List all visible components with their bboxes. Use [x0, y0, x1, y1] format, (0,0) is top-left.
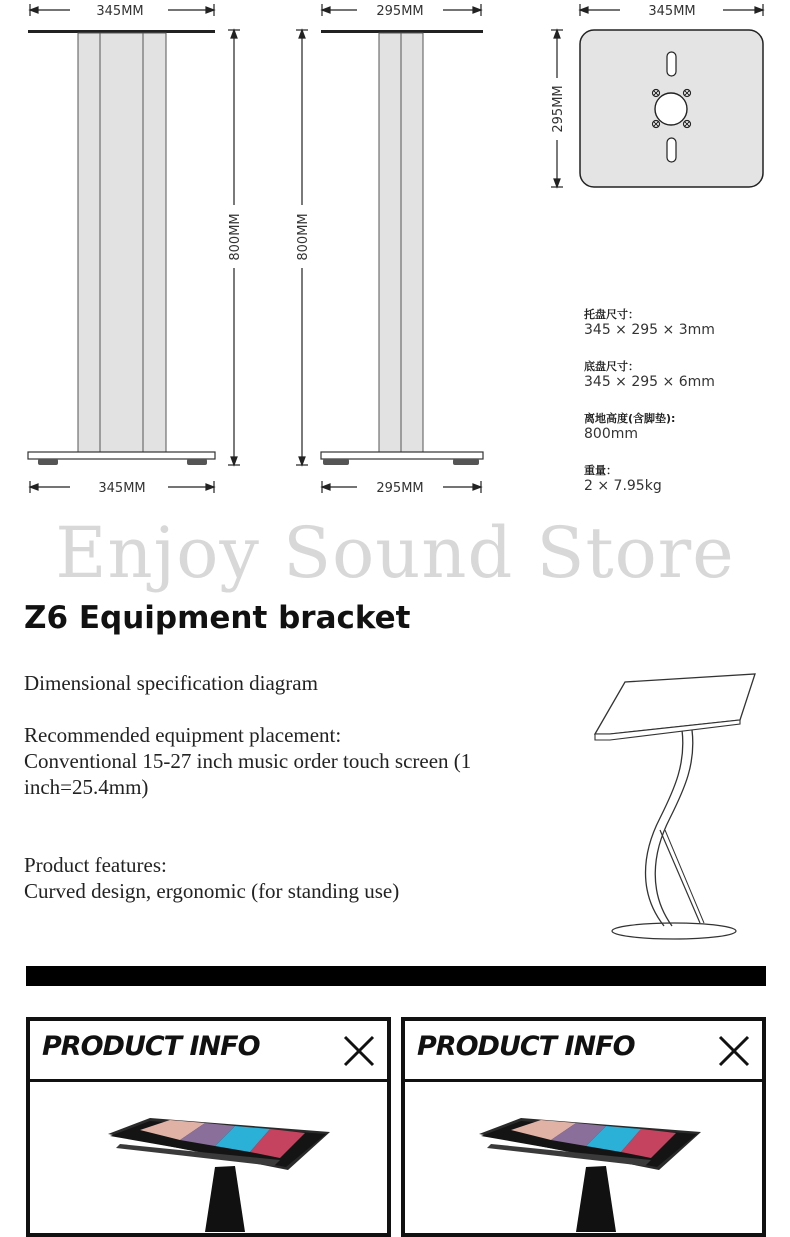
spec-value: 800mm	[584, 426, 638, 442]
touchscreen-product-image	[30, 1082, 387, 1232]
features-text: Curved design, ergonomic (for standing use)	[24, 879, 400, 903]
spec-list	[584, 306, 784, 514]
product-info-card	[26, 1017, 391, 1237]
touchscreen-product-image	[405, 1082, 762, 1232]
close-icon[interactable]	[343, 1035, 375, 1067]
diagram-label: Dimensional specification diagram	[24, 671, 318, 695]
card-title: PRODUCT INFO	[417, 1031, 635, 1062]
dim-label-plate-width: 345MM	[648, 4, 696, 19]
placement-heading: Recommended equipment placement:	[24, 723, 342, 747]
dim-label-stand-b-height: 800MM	[296, 213, 311, 261]
page-title: Z6 Equipment bracket	[24, 600, 411, 636]
card-header	[405, 1021, 762, 1082]
card-header	[30, 1021, 387, 1082]
stand-b-side-view	[321, 30, 483, 465]
spec-item	[584, 462, 784, 514]
spec-value: 2 × 7.95kg	[584, 478, 662, 494]
dim-label-stand-a-bottom: 345MM	[98, 481, 146, 496]
spec-label: 离地高度(含脚垫):	[584, 412, 676, 425]
placement-text: Conventional 15-27 inch music order touch screen (1 inch=25.4mm)	[24, 749, 472, 799]
spec-label: 托盘尺寸：	[584, 308, 639, 321]
section-divider-bar	[26, 966, 766, 986]
product-description	[24, 670, 569, 904]
spec-label: 重量：	[584, 464, 617, 477]
product-info-card	[401, 1017, 766, 1237]
dim-label-stand-b-top: 295MM	[376, 4, 424, 19]
plate-top-view	[580, 30, 763, 187]
spec-item	[584, 410, 784, 462]
spec-value: 345 × 295 × 6mm	[584, 374, 715, 390]
dim-label-stand-b-bottom: 295MM	[376, 481, 424, 496]
store-watermark: Enjoy Sound Store	[55, 512, 735, 594]
spec-item	[584, 358, 784, 410]
dim-label-plate-height: 295MM	[551, 85, 566, 133]
spec-value: 345 × 295 × 3mm	[584, 322, 715, 338]
close-icon[interactable]	[718, 1035, 750, 1067]
dim-label-stand-a-top: 345MM	[96, 4, 144, 19]
features-heading: Product features:	[24, 853, 167, 877]
stand-a-front-view	[28, 30, 215, 465]
card-title: PRODUCT INFO	[42, 1031, 260, 1062]
spec-label: 底盘尺寸：	[584, 360, 639, 373]
dim-label-stand-a-height: 800MM	[228, 213, 243, 261]
spec-item	[584, 306, 784, 358]
stand-illustration	[590, 668, 765, 943]
